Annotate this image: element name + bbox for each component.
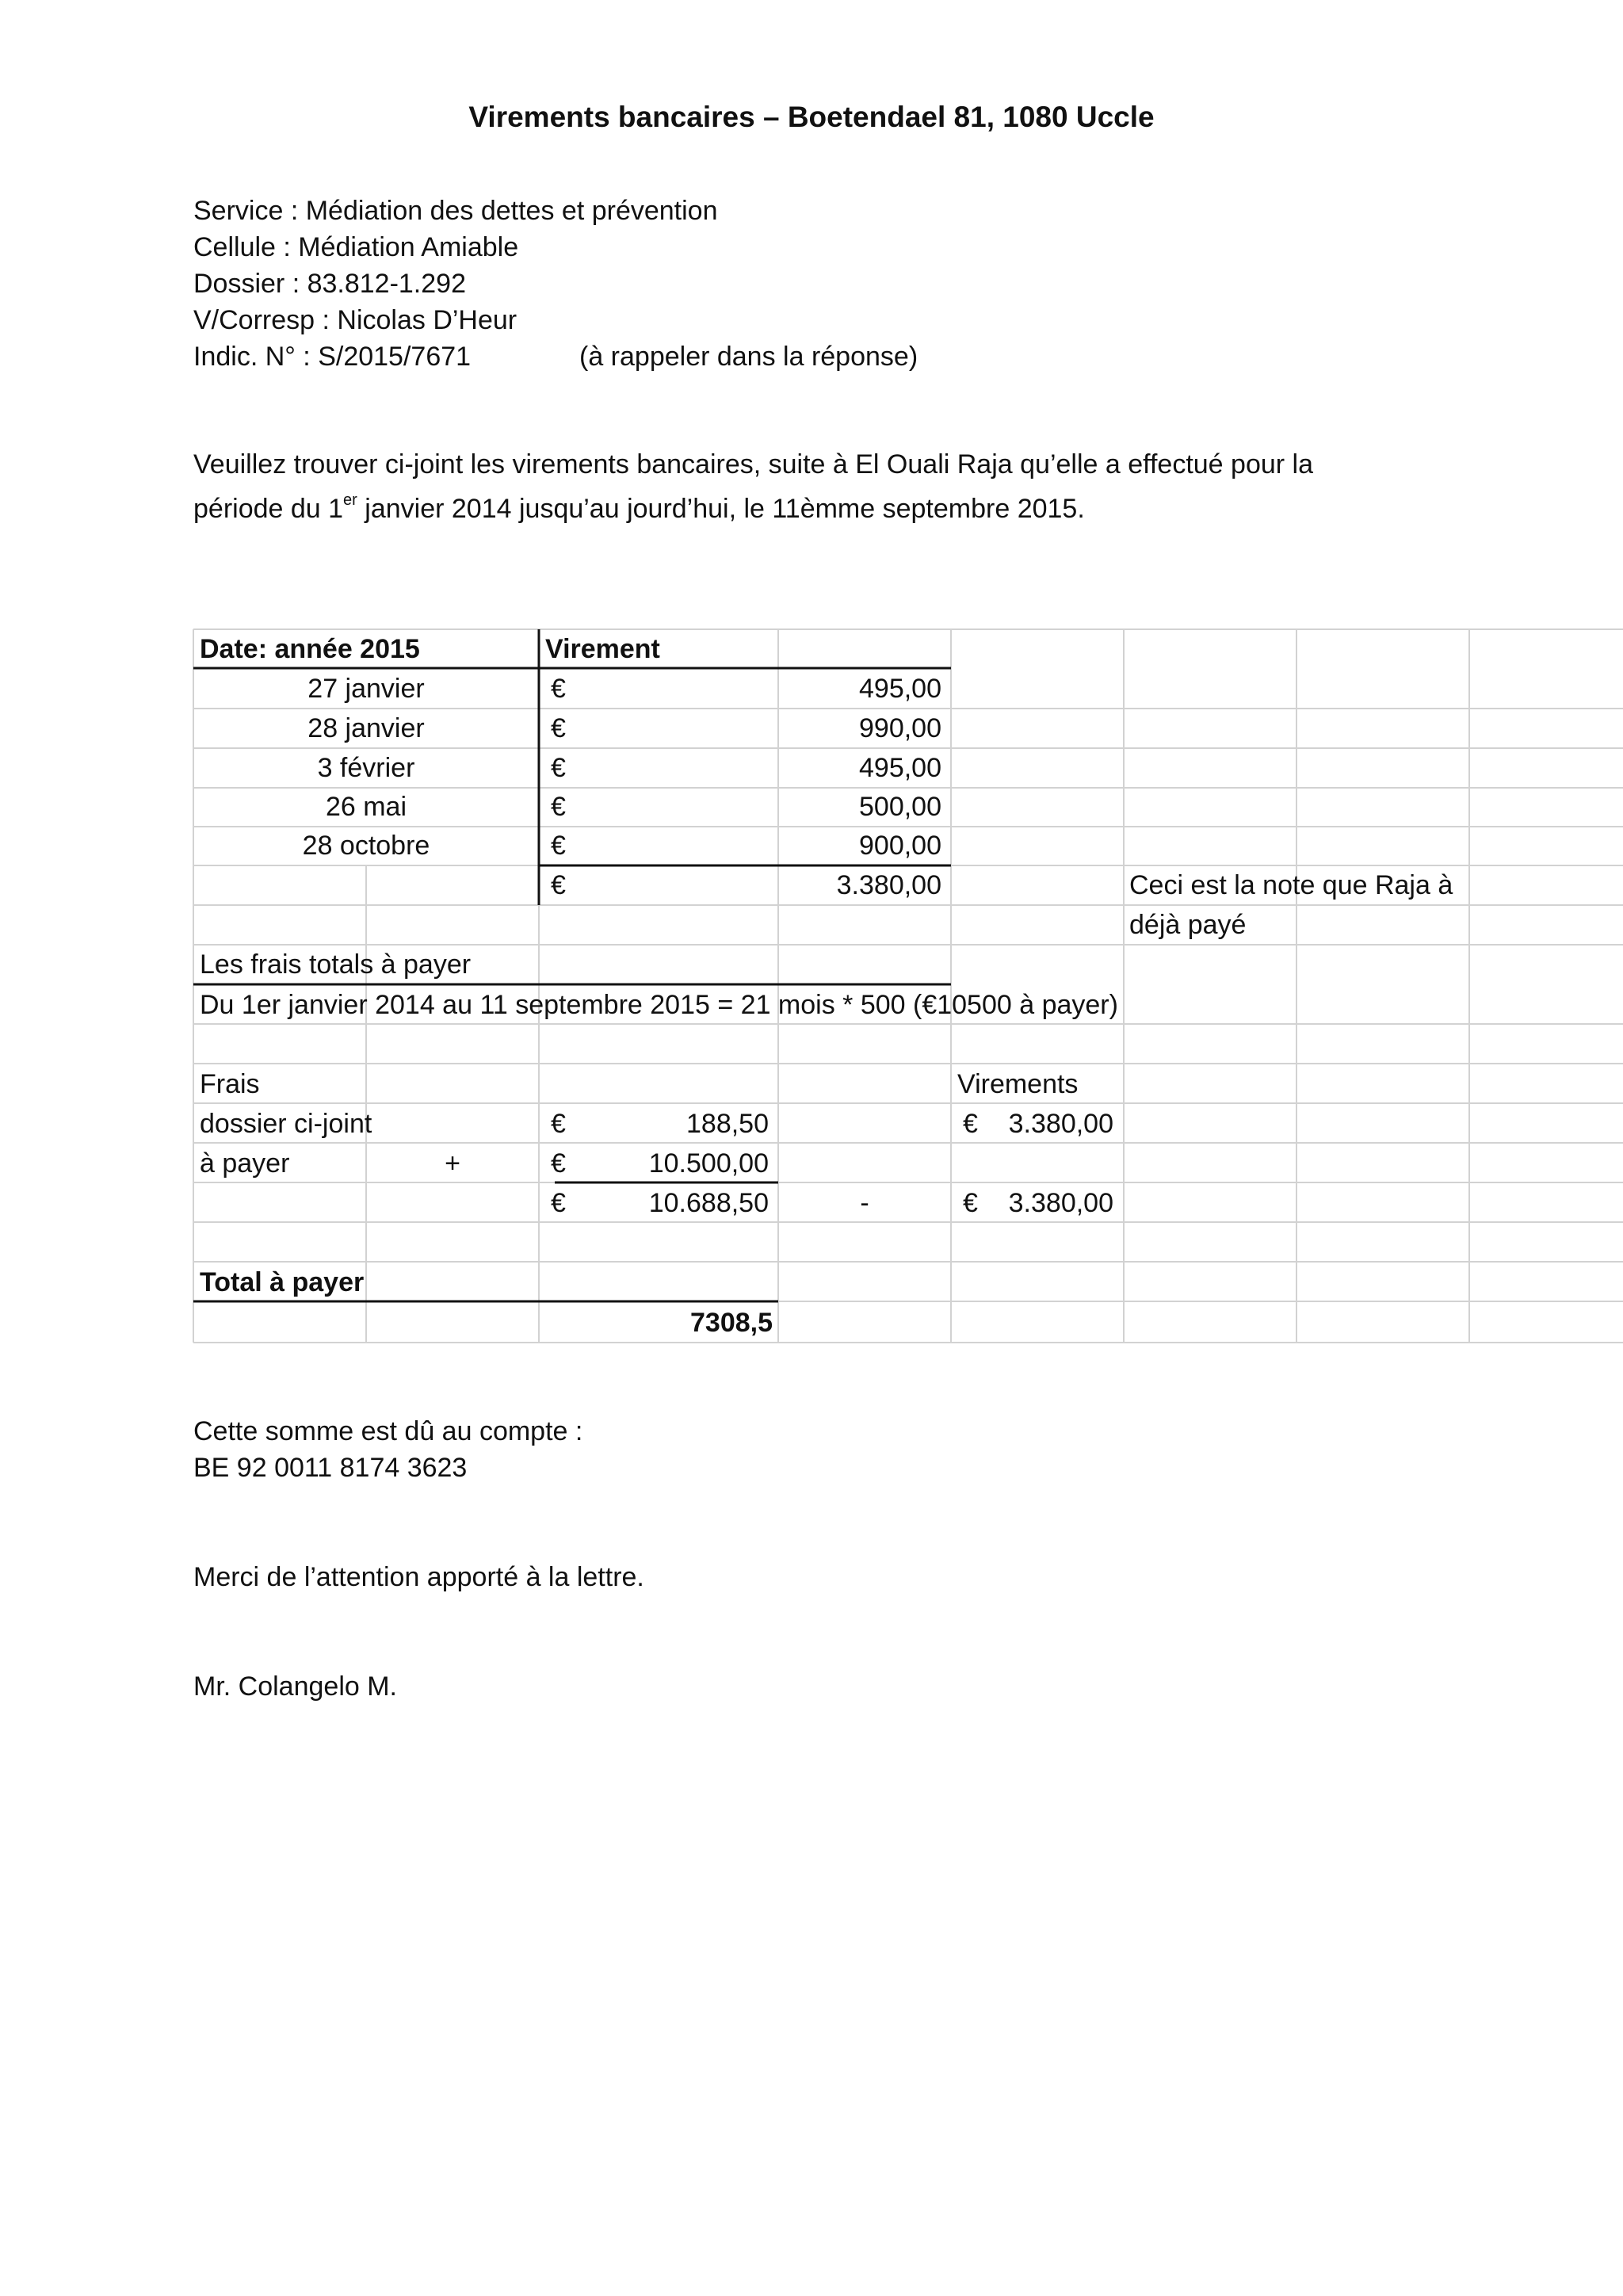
date-header: Date: année 2015 bbox=[200, 634, 420, 664]
payment-date: 28 janvier bbox=[307, 713, 425, 743]
cellule-line: Cellule : Médiation Amiable bbox=[193, 232, 519, 262]
dossier-label: dossier ci-joint bbox=[200, 1109, 372, 1139]
plus-sign: + bbox=[445, 1148, 460, 1179]
a-payer-label: à payer bbox=[200, 1148, 290, 1179]
signature: Mr. Colangelo M. bbox=[193, 1671, 397, 1702]
euro-symbol: € bbox=[551, 870, 566, 900]
payment-date: 26 mai bbox=[325, 792, 407, 822]
payment-amount: 990,00 bbox=[859, 713, 941, 743]
payment-amount: 900,00 bbox=[859, 831, 941, 861]
euro-symbol: € bbox=[551, 753, 566, 783]
payment-amount: 500,00 bbox=[859, 792, 941, 822]
euro-symbol: € bbox=[551, 1188, 566, 1218]
euro-symbol: € bbox=[551, 1109, 566, 1139]
ordinal-superscript: er bbox=[343, 491, 357, 509]
minus-amount: 3.380,00 bbox=[1008, 1188, 1113, 1218]
euro-symbol: € bbox=[551, 1148, 566, 1179]
euro-symbol: € bbox=[963, 1109, 978, 1139]
minus-sign: - bbox=[860, 1188, 869, 1218]
payment-amount: 495,00 bbox=[859, 674, 941, 704]
correspondant-line: V/Corresp : Nicolas D’Heur bbox=[193, 305, 517, 335]
a-payer-amount: 10.500,00 bbox=[648, 1148, 769, 1179]
indic-note: (à rappeler dans la réponse) bbox=[579, 342, 918, 372]
virements-label: Virements bbox=[957, 1069, 1079, 1099]
indic-line: Indic. N° : S/2015/7671 bbox=[193, 342, 472, 372]
intro-line-1: Veuillez trouver ci-joint les virements bancaires, suite à El Ouali Raja qu’elle a effectué pour la bbox=[193, 449, 1313, 479]
note-line-2: déjà payé bbox=[1129, 910, 1247, 940]
virement-header: Virement bbox=[545, 634, 660, 664]
euro-symbol: € bbox=[551, 674, 566, 704]
dossier-line: Dossier : 83.812-1.292 bbox=[193, 269, 466, 299]
frais-totals-label: Les frais totals à payer bbox=[200, 949, 472, 980]
thanks-line: Merci de l’attention apporté à la lettre. bbox=[193, 1562, 644, 1592]
payments-total: 3.380,00 bbox=[836, 870, 941, 900]
frais-label: Frais bbox=[200, 1069, 260, 1099]
virements-amount: 3.380,00 bbox=[1008, 1109, 1113, 1139]
total-label: Total à payer bbox=[200, 1267, 365, 1297]
account-line-1: Cette somme est dû au compte : bbox=[193, 1416, 583, 1446]
account-number: BE 92 0011 8174 3623 bbox=[193, 1453, 468, 1483]
dossier-amount: 188,50 bbox=[686, 1109, 769, 1139]
payment-date: 3 février bbox=[317, 753, 415, 783]
euro-symbol: € bbox=[551, 713, 566, 743]
euro-symbol: € bbox=[551, 831, 566, 861]
intro-line-2: période du 1er janvier 2014 jusqu’au jourd’hui, le 11èmme septembre 2015. bbox=[193, 491, 1085, 524]
payment-date: 27 janvier bbox=[307, 674, 425, 704]
euro-symbol: € bbox=[963, 1188, 978, 1218]
service-line: Service : Médiation des dettes et prévention bbox=[193, 196, 718, 226]
period-calculation: Du 1er janvier 2014 au 11 septembre 2015 = 21 mois * 500 (€10500 à payer) bbox=[200, 990, 1118, 1020]
total-value: 7308,5 bbox=[690, 1308, 773, 1338]
note-line-1: Ceci est la note que Raja à bbox=[1129, 870, 1453, 900]
document-title: Virements bancaires – Boetendael 81, 1080 Uccle bbox=[468, 101, 1155, 133]
euro-symbol: € bbox=[551, 792, 566, 822]
subtotal-amount: 10.688,50 bbox=[648, 1188, 769, 1218]
payment-date: 28 octobre bbox=[302, 831, 430, 861]
payment-amount: 495,00 bbox=[859, 753, 941, 783]
